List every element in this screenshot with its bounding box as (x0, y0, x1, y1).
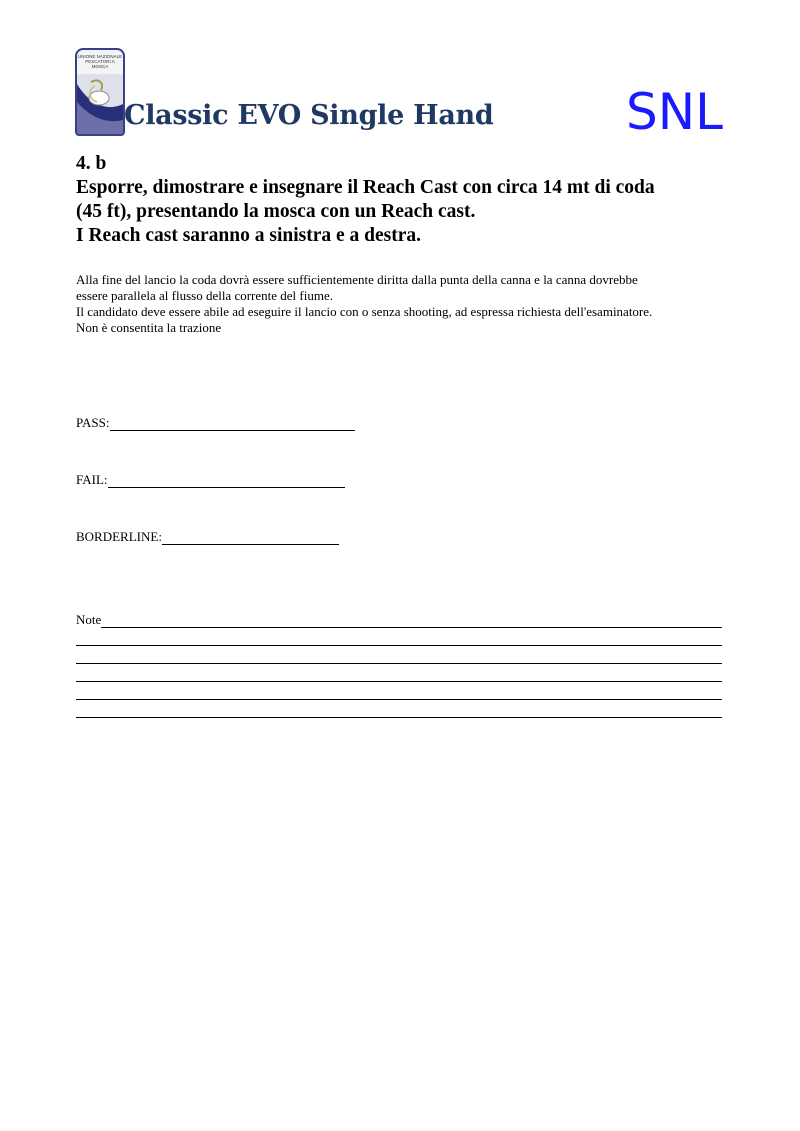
fail-label: FAIL: (76, 472, 108, 487)
level-badge: SNL (626, 83, 723, 141)
exercise-number: 4. b (76, 153, 107, 174)
exercise-line: (45 ft), presentando la mosca con un Reach cast. (76, 201, 476, 222)
pass-input-line[interactable] (110, 418, 355, 431)
exercise-line: I Reach cast saranno a sinistra e a destra. (76, 225, 422, 246)
notes-rule[interactable] (76, 664, 722, 682)
description-line: essere parallela al flusso della corrente del fiume. (76, 288, 333, 303)
borderline-input-line[interactable] (162, 532, 339, 545)
notes-rule[interactable] (76, 646, 722, 664)
exercise-description (76, 272, 736, 336)
notes-label: Note (76, 612, 102, 627)
exercise-heading (76, 152, 736, 248)
logo-text: UNIONE NAZIONALE PESCATORI A MOSCA (77, 54, 123, 69)
notes-section (76, 612, 722, 718)
description-line: Alla fine del lancio la coda dovrà essere sufficientemente diritta dalla punta della canna e la canna dovrebbe (76, 272, 638, 287)
notes-rule[interactable] (76, 628, 722, 646)
notes-input-line[interactable] (101, 615, 722, 628)
borderline-field (76, 529, 339, 545)
fail-input-line[interactable] (108, 475, 345, 488)
pass-field (76, 415, 355, 431)
exercise-line: Esporre, dimostrare e insegnare il Reach Cast con circa 14 mt di coda (76, 177, 655, 198)
borderline-label: BORDERLINE: (76, 529, 162, 544)
fail-field (76, 472, 345, 488)
pass-label: PASS: (76, 415, 110, 430)
notes-first-row (76, 612, 722, 628)
description-line: Non è consentita la trazione (76, 320, 222, 335)
notes-rule[interactable] (76, 700, 722, 718)
page-title: Classic EVO Single Hand (124, 100, 494, 131)
description-line: Il candidato deve essere abile ad eseguire il lancio con o senza shooting, ad espressa richiesta dell'esaminatore. (76, 304, 653, 319)
notes-rule[interactable] (76, 682, 722, 700)
union-logo (75, 48, 125, 136)
fly-emblem-icon (77, 74, 123, 134)
